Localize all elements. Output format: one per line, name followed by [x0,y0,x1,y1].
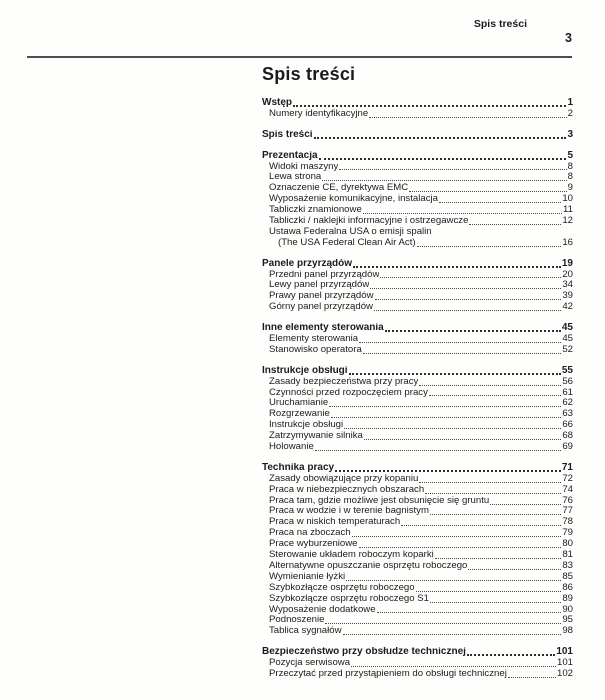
toc-entry-page: 76 [562,494,573,506]
toc-section [262,647,573,680]
dot-leader [331,417,562,418]
toc-entry-page: 10 [562,193,573,205]
dot-leader [351,666,556,667]
dot-leader [363,353,562,354]
toc-entry-label: Sterowanie układem roboczym koparki [269,550,434,561]
toc-entry-page: 45 [562,333,573,345]
toc-entry [262,605,573,616]
toc-entry [262,561,573,572]
toc-entry [262,485,573,496]
toc-entry-page: 80 [562,538,573,550]
toc-entry-label: Bezpieczeństwo przy obsłudze technicznej [262,647,466,658]
toc-entry-label: Ustawa Federalna USA o emisji spalin [269,226,432,237]
toc-entry-page: 68 [562,430,573,442]
toc-entry [262,496,573,507]
toc-entry-page: 34 [562,279,573,291]
toc-entry-label: Zasady bezpieczeństwa przy pracy [269,376,419,387]
dot-leader [439,202,561,203]
toc-entry-page: 81 [562,549,573,561]
dot-leader [339,169,566,170]
toc-entry-page: 66 [562,419,573,431]
toc-entry-label: Prawy panel przyrządów [269,291,374,302]
toc-entry-label: Spis treści [262,129,313,140]
toc-entry [262,216,573,227]
toc-entry [262,280,573,291]
dot-leader [419,385,561,386]
toc-entry-label: (The USA Federal Clean Air Act) [278,237,416,248]
toc-entry-page: 56 [562,375,573,387]
toc-entry-page: 74 [562,483,573,495]
toc-entry-page: 16 [562,236,573,248]
dot-leader [369,117,566,118]
toc-entry-label: Lewa strona [269,172,322,183]
dot-leader [416,591,562,592]
toc-entry-page: 11 [563,204,573,216]
toc-entry-label: Tablica sygnałów [269,626,342,637]
dot-leader [409,191,567,192]
toc-entry [262,463,573,474]
dot-leader [364,439,561,440]
toc-entry [262,227,573,238]
toc-entry-page: 101 [556,646,573,658]
toc-entry [262,291,573,302]
dot-leader [380,277,561,278]
toc-entry-label: Lewy panel przyrządów [269,280,370,291]
toc-entry-page: 61 [562,386,573,398]
toc-entry [262,398,573,409]
header-page-number: 3 [565,31,572,45]
page-title: Spis treści [262,64,356,84]
toc-section [262,130,573,141]
toc-entry-label: Zasady obowiązujące przy kopaniu [269,473,419,484]
toc-entry-label: Stanowisko operatora [269,344,362,355]
toc-entry [262,270,573,281]
dot-leader [314,137,567,139]
toc-entry-page: 8 [567,171,573,183]
toc-entry-label: Panele przyrządów [262,258,353,269]
dot-leader [352,536,562,537]
dot-leader [370,288,561,289]
toc-entry [262,550,573,561]
toc-entry-page: 1 [567,96,573,108]
toc-entry-page: 85 [562,570,573,582]
dot-leader [385,330,561,332]
toc-section [262,323,573,356]
toc-entry [262,194,573,205]
dot-leader [335,470,561,472]
toc-entry-page: 52 [562,343,573,355]
toc-entry [262,302,573,313]
toc-entry-label: Instrukcje obsługi [269,420,344,431]
toc-entry-label: Przedni panel przyrządów [269,269,380,280]
toc-section [262,463,573,637]
dot-leader [374,310,561,311]
toc-entry-label: Tabliczki / naklejki informacyjne i ostrzegawcze [269,216,469,226]
toc-entry-page: 77 [562,505,573,517]
dot-leader [430,514,561,515]
toc-entry-label: Szybkozłącze osprzętu roboczego S1 [269,593,429,604]
dot-leader [435,558,562,559]
toc-entry-page: 42 [562,301,573,313]
dot-leader [363,213,562,214]
toc-entry-label: Przeczytać przed przystąpieniem do obsługi technicznej [269,668,507,679]
toc-entry [262,669,573,680]
toc-entry-label: Wyposażenie dodatkowe [269,604,376,615]
toc-entry [262,98,573,109]
toc-entry-label: Alternatywne opuszczanie osprzętu roboczego [269,560,468,571]
toc-entry-label: Elementy sterowania [269,334,359,345]
dot-leader [319,158,567,160]
toc-entry-label: Szybkozłącze osprzętu roboczego [269,582,415,593]
dot-leader [353,266,561,268]
toc-entry [262,323,573,334]
toc-entry-page: 3 [567,128,573,140]
toc-entry [262,474,573,485]
toc-entry-page: 90 [562,603,573,615]
toc-entry [262,172,573,183]
toc-entry [262,420,573,431]
toc-entry-label: Numery identyfikacyjne [269,108,369,119]
toc-entry [262,238,573,249]
toc-entry-label: Uruchamianie [269,398,329,409]
toc-entry-label: Praca w niebezpiecznych obszarach [269,484,425,495]
toc-entry-label: Praca w wodzie i w terenie bagnistym [269,506,429,517]
dot-leader [377,612,562,613]
toc-entry [262,409,573,420]
dot-leader [349,373,561,375]
toc-entry [262,539,573,550]
dot-leader [425,493,561,494]
toc-entry [262,594,573,605]
dot-leader [469,224,561,225]
toc-entry-label: Praca na zboczach [269,528,351,539]
toc-entry [262,626,573,637]
toc-entry-page: 89 [562,592,573,604]
dot-leader [293,105,566,107]
toc-entry-page: 55 [561,364,573,376]
toc-entry-label: Instrukcje obsługi [262,365,348,376]
header-rule [27,56,572,58]
toc-entry [262,572,573,583]
toc-entry [262,345,573,356]
table-of-contents [262,98,573,680]
dot-leader [508,677,556,678]
toc-entry-label: Wymienianie łyżki [269,571,346,582]
dot-leader [467,654,555,656]
dot-leader [417,246,562,247]
toc-section [262,259,573,313]
toc-section [262,366,573,453]
toc-entry-page: 98 [562,625,573,637]
toc-entry-page: 101 [556,657,573,669]
toc-entry-label: Pozycja serwisowa [269,658,351,669]
toc-entry [262,334,573,345]
toc-entry [262,583,573,594]
dot-leader [401,525,561,526]
dot-leader [430,602,561,603]
toc-entry-page: 8 [567,160,573,172]
toc-entry-label: Widoki maszyny [269,161,339,172]
dot-leader [359,342,561,343]
toc-entry-page: 79 [562,527,573,539]
toc-entry [262,615,573,626]
toc-entry-page: 45 [561,322,573,334]
toc-entry [262,442,573,453]
toc-entry-page: 83 [562,559,573,571]
toc-entry-label: Inne elementy sterowania [262,323,384,334]
toc-entry-page: 69 [562,441,573,453]
toc-entry-page: 5 [567,149,573,161]
toc-entry [262,431,573,442]
toc-entry-page: 19 [561,257,573,269]
dot-leader [322,180,566,181]
toc-entry-page: 9 [567,182,573,194]
dot-leader [344,428,561,429]
toc-entry [262,528,573,539]
toc-entry [262,388,573,399]
toc-entry [262,205,573,216]
dot-leader [343,634,562,635]
dot-leader [359,547,562,548]
toc-entry [262,109,573,120]
toc-entry [262,151,573,162]
toc-entry-page: 12 [562,215,573,226]
toc-entry [262,130,573,141]
toc-entry [262,507,573,518]
toc-entry [262,647,573,658]
toc-entry-label: Podnoszenie [269,615,325,626]
toc-entry-label: Praca tam, gdzie możliwe jest obsunięcie się gruntu [269,495,490,506]
toc-entry-page: 2 [567,107,573,119]
toc-entry-label: Wstęp [262,97,292,108]
toc-entry-label: Rozgrzewanie [269,409,330,420]
toc-entry-label: Oznaczenie CE, dyrektywa EMC [269,183,409,194]
toc-section [262,98,573,120]
toc-entry-label: Górny panel przyrządów [269,302,373,313]
toc-entry [262,259,573,270]
toc-entry [262,658,573,669]
dot-leader [346,580,561,581]
toc-entry-label: Prace wyburzeniowe [269,539,358,550]
toc-entry-label: Wyposażenie komunikacyjne, instalacja [269,194,438,205]
dot-leader [375,299,562,300]
toc-entry-label: Holowanie [269,442,314,453]
toc-entry [262,162,573,173]
dot-leader [315,450,562,451]
toc-section [262,151,573,249]
toc-entry [262,377,573,388]
toc-entry-page: 20 [562,268,573,280]
toc-entry-label: Tabliczki znamionowe [269,205,362,216]
dot-leader [325,623,561,624]
toc-entry-label: Prezentacja [262,150,318,161]
toc-entry-page: 71 [561,461,573,473]
toc-entry-label: Czynności przed rozpoczęciem pracy [269,387,428,398]
toc-entry-label: Technika pracy [262,462,335,473]
toc-entry-page: 86 [562,581,573,593]
dot-leader [329,406,561,407]
toc-entry-page: 72 [562,472,573,484]
dot-leader [429,395,561,396]
toc-entry [262,183,573,194]
dot-leader [419,482,561,483]
dot-leader [468,569,561,570]
toc-entry-label: Praca w niskich temperaturach [269,517,401,528]
toc-entry [262,366,573,377]
toc-entry-page: 62 [562,397,573,409]
toc-entry-page: 39 [562,290,573,302]
toc-entry [262,517,573,528]
toc-entry-page: 63 [562,408,573,420]
toc-entry-page: 102 [556,667,573,679]
toc-entry-page: 95 [562,614,573,626]
toc-entry-label: Zatrzymywanie silnika [269,431,363,442]
running-header-title: Spis treści [473,18,527,30]
dot-leader [490,504,561,505]
toc-entry-page: 78 [562,516,573,528]
